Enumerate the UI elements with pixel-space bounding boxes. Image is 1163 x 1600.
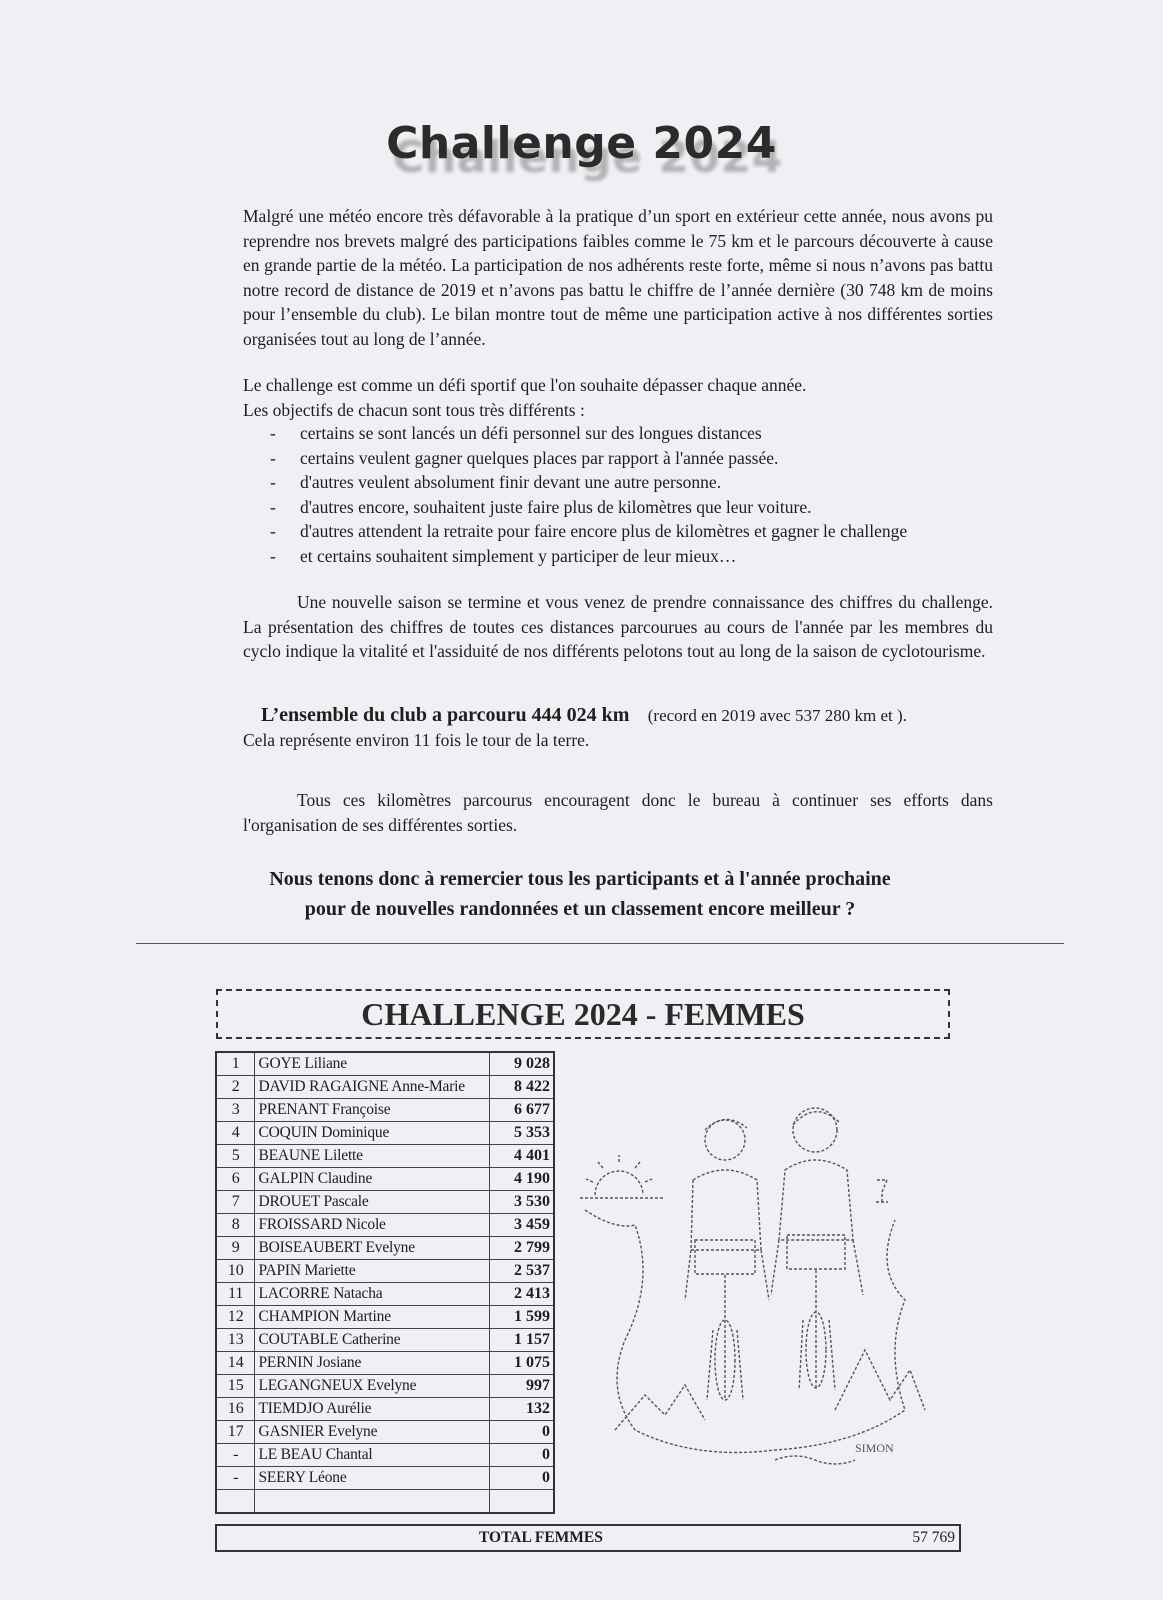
cyclists-illustration <box>575 1100 935 1500</box>
table-row <box>216 1352 554 1375</box>
table-row <box>216 1076 554 1099</box>
table-row <box>216 1490 554 1514</box>
name-cell: PAPIN Mariette <box>255 1260 489 1283</box>
km-cell <box>489 1490 554 1514</box>
table-row <box>216 1122 554 1145</box>
ranking-title: CHALLENGE 2024 - FEMMES <box>216 989 950 1039</box>
club-total-headline: L’ensemble du club a parcouru 444 024 km <box>261 704 630 726</box>
thanks-message <box>200 864 960 924</box>
list-item: - d'autres veulent absolument finir devant une autre personne. <box>268 470 1008 495</box>
rank-cell: 12 <box>216 1306 255 1329</box>
km-cell: 2 799 <box>489 1237 554 1260</box>
table-row <box>216 1306 554 1329</box>
table-row <box>216 1237 554 1260</box>
rank-cell: 5 <box>216 1145 255 1168</box>
km-cell: 3 459 <box>489 1214 554 1237</box>
name-cell: GASNIER Evelyne <box>255 1421 489 1444</box>
name-cell: LEGANGNEUX Evelyne <box>255 1375 489 1398</box>
table-row <box>216 1191 554 1214</box>
table-row <box>216 1260 554 1283</box>
km-cell: 132 <box>489 1398 554 1421</box>
rank-cell: 7 <box>216 1191 255 1214</box>
rank-cell: 2 <box>216 1076 255 1099</box>
rank-cell: 14 <box>216 1352 255 1375</box>
km-cell: 0 <box>489 1444 554 1467</box>
list-item: - d'autres attendent la retraite pour faire encore plus de kilomètres et gagner le challenge <box>268 519 1008 544</box>
table-row <box>216 1444 554 1467</box>
club-total-equivalence: Cela représente environ 11 fois le tour de la terre. <box>243 730 590 750</box>
km-cell: 4 190 <box>489 1168 554 1191</box>
km-cell: 1 157 <box>489 1329 554 1352</box>
km-cell: 0 <box>489 1467 554 1490</box>
km-cell: 2 413 <box>489 1283 554 1306</box>
total-row <box>215 1524 961 1552</box>
table-row <box>216 1214 554 1237</box>
rank-cell: 9 <box>216 1237 255 1260</box>
name-cell: PRENANT Françoise <box>255 1099 489 1122</box>
km-cell: 8 422 <box>489 1076 554 1099</box>
list-item: - certains se sont lancés un défi personnel sur des longues distances <box>268 421 1008 446</box>
ranking-table <box>215 1051 555 1514</box>
total-label: TOTAL FEMMES <box>479 1529 603 1546</box>
km-cell: 9 028 <box>489 1052 554 1076</box>
rank-cell: 6 <box>216 1168 255 1191</box>
name-cell: TIEMDJO Aurélie <box>255 1398 489 1421</box>
table-row <box>216 1467 554 1490</box>
name-cell: LE BEAU Chantal <box>255 1444 489 1467</box>
challenge-lead <box>243 373 993 422</box>
illustration-signature: SIMON <box>855 1441 894 1455</box>
name-cell: COUTABLE Catherine <box>255 1329 489 1352</box>
rank-cell: 3 <box>216 1099 255 1122</box>
name-cell <box>255 1490 489 1514</box>
km-cell: 5 353 <box>489 1122 554 1145</box>
rank-cell: 17 <box>216 1421 255 1444</box>
rank-cell: 13 <box>216 1329 255 1352</box>
thanks-line-1: Nous tenons donc à remercier tous les participants et à l'année prochaine <box>269 868 891 890</box>
km-cell: 6 677 <box>489 1099 554 1122</box>
objectives-list <box>268 421 1008 568</box>
km-cell: 4 401 <box>489 1145 554 1168</box>
encourage-paragraph: Tous ces kilomètres parcourus encouragent donc le bureau à continuer ses efforts dans l'organisation de ses différentes sorties. <box>243 790 993 835</box>
table-row <box>216 1052 554 1076</box>
club-total-record: (record en 2019 avec 537 280 km et ). <box>647 706 907 725</box>
rank-cell: - <box>216 1444 255 1467</box>
table-row <box>216 1145 554 1168</box>
name-cell: LACORRE Natacha <box>255 1283 489 1306</box>
name-cell: COQUIN Dominique <box>255 1122 489 1145</box>
km-cell: 997 <box>489 1375 554 1398</box>
table-row <box>216 1398 554 1421</box>
rank-cell: 8 <box>216 1214 255 1237</box>
list-item: - d'autres encore, souhaitent juste faire plus de kilomètres que leur voiture. <box>268 495 1008 520</box>
list-item: - et certains souhaitent simplement y participer de leur mieux… <box>268 544 1008 569</box>
rank-cell <box>216 1490 255 1514</box>
rank-cell: 1 <box>216 1052 255 1076</box>
name-cell: DAVID RAGAIGNE Anne-Marie <box>255 1076 489 1099</box>
rank-cell: 4 <box>216 1122 255 1145</box>
name-cell: CHAMPION Martine <box>255 1306 489 1329</box>
thanks-line-2: pour de nouvelles randonnées et un classement encore meilleur ? <box>304 898 856 920</box>
km-cell: 1 075 <box>489 1352 554 1375</box>
km-cell: 3 530 <box>489 1191 554 1214</box>
table-row <box>216 1329 554 1352</box>
name-cell: GALPIN Claudine <box>255 1168 489 1191</box>
cyclists-icon <box>575 1100 935 1500</box>
km-cell: 2 537 <box>489 1260 554 1283</box>
separator <box>136 943 1064 944</box>
name-cell: FROISSARD Nicole <box>255 1214 489 1237</box>
name-cell: BEAUNE Lilette <box>255 1145 489 1168</box>
rank-cell: 15 <box>216 1375 255 1398</box>
km-cell: 0 <box>489 1421 554 1444</box>
table-row <box>216 1375 554 1398</box>
table-row <box>216 1168 554 1191</box>
name-cell: DROUET Pascale <box>255 1191 489 1214</box>
table-row <box>216 1283 554 1306</box>
intro-paragraph: Malgré une météo encore très défavorable à la pratique d’un sport en extérieur cette année, nous avons pu reprendre nos brevets malgré des participations faibles comme le 75 km et le parcours découverte à cause en grande partie de la météo. La participation de nos adhérents reste forte, même si nous n’avons pas battu notre record de distance de 2019 et n’avons pas battu le chiffre de l’année dernière (30 748 km de moins pour l’ensemble du club). Le bilan montre tout de même une participation active à nos différentes sorties organisées tout au long de l’année. <box>243 206 993 349</box>
name-cell: BOISEAUBERT Evelyne <box>255 1237 489 1260</box>
km-cell: 1 599 <box>489 1306 554 1329</box>
total-value: 57 769 <box>912 1529 955 1546</box>
rank-cell: 10 <box>216 1260 255 1283</box>
list-item: - certains veulent gagner quelques places par rapport à l'année passée. <box>268 446 1008 471</box>
name-cell: GOYE Liliane <box>255 1052 489 1076</box>
table-row <box>216 1421 554 1444</box>
club-total <box>243 703 1003 753</box>
name-cell: PERNIN Josiane <box>255 1352 489 1375</box>
challenge-lead-line-2: Les objectifs de chacun sont tous très différents : <box>243 399 585 420</box>
rank-cell: - <box>216 1467 255 1490</box>
page-title: Challenge 2024 <box>386 118 777 169</box>
rank-cell: 11 <box>216 1283 255 1306</box>
name-cell: SEERY Léone <box>255 1467 489 1490</box>
rank-cell: 16 <box>216 1398 255 1421</box>
challenge-lead-line-1: Le challenge est comme un défi sportif que l'on souhaite dépasser chaque année. <box>243 375 807 395</box>
table-row <box>216 1099 554 1122</box>
season-paragraph: Une nouvelle saison se termine et vous venez de prendre connaissance des chiffres du challenge. La présentation des chiffres de toutes ces distances parcourues au cours de l'année par les membres du cyclo indique la vitalité et l'assiduité de nos différents pelotons tout au long de la saison de cyclotourisme. <box>243 592 993 661</box>
